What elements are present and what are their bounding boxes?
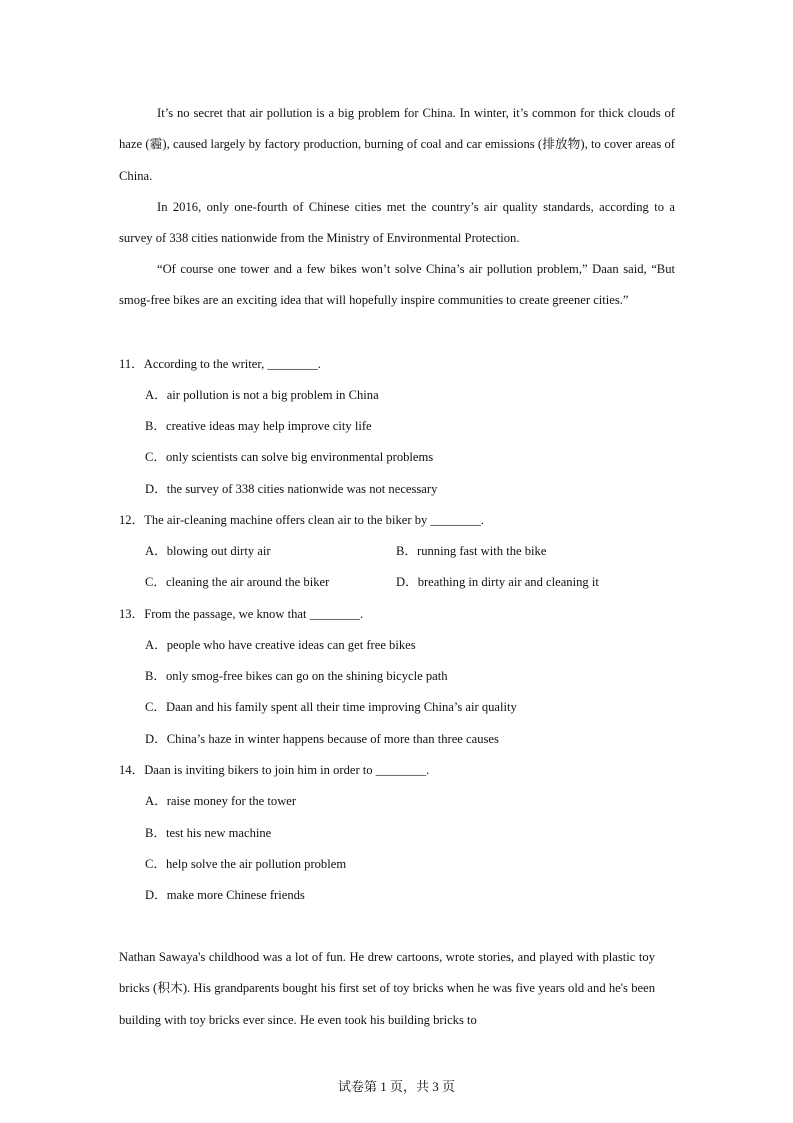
question-11-option-d[interactable]: D．the survey of 338 cities nationwide was not necessary	[145, 482, 438, 496]
passage1-paragraph-3: “Of course one tower and a few bikes won’t solve China’s air pollution problem,” Daan said, “But smog-free bikes are an exciting idea that will hopefully inspire communities to create greener cities.”	[119, 262, 675, 308]
question-12-option-a[interactable]: A．blowing out dirty air	[145, 544, 271, 558]
page-number-footer: 试卷第 1 页，共 3 页	[337, 1079, 455, 1094]
question-12-stem: 12．The air-cleaning machine offers clean air to the biker by ________.	[119, 513, 484, 527]
question-14-option-c[interactable]: C．help solve the air pollution problem	[145, 857, 347, 871]
passage1-paragraph-2: In 2016, only one-fourth of Chinese cities met the country’s air quality standards, according to a survey of 338 cities nationwide from the Ministry of Environmental Protection.	[119, 200, 675, 246]
question-13-option-a[interactable]: A．people who have creative ideas can get free bikes	[145, 638, 416, 652]
passage1-paragraph-1: It’s no secret that air pollution is a big problem for China. In winter, it’s common for thick clouds of haze (霾), caused largely by factory production, burning of coal and car emissions (排放物), to cover areas of China.	[119, 106, 675, 183]
question-12-option-d[interactable]: D．breathing in dirty air and cleaning it	[396, 575, 599, 589]
question-12-option-c[interactable]: C．cleaning the air around the biker	[145, 575, 330, 589]
passage2-paragraph-1: Nathan Sawaya's childhood was a lot of fun. He drew cartoons, wrote stories, and played with plastic toy bricks (积木). His grandparents bought his first set of toy bricks when he was five years old and he's been building with toy bricks ever since. He even took his building bricks to	[119, 950, 655, 1027]
question-14-option-a[interactable]: A．raise money for the tower	[145, 794, 297, 808]
question-13-stem: 13．From the passage, we know that ________.	[119, 607, 364, 621]
question-13-option-b[interactable]: B．only smog-free bikes can go on the shining bicycle path	[145, 669, 448, 683]
question-13-option-c[interactable]: C．Daan and his family spent all their time improving China’s air quality	[145, 700, 517, 714]
question-14-stem: 14．Daan is inviting bikers to join him in order to ________.	[119, 763, 430, 777]
question-14-option-b[interactable]: B．test his new machine	[145, 826, 272, 840]
question-13-option-d[interactable]: D．China’s haze in winter happens because of more than three causes	[145, 732, 499, 746]
question-12-option-b[interactable]: B．running fast with the bike	[396, 544, 547, 558]
question-11-option-b[interactable]: B．creative ideas may help improve city life	[145, 419, 372, 433]
question-11-stem: 11．According to the writer, ________.	[119, 357, 321, 371]
question-14-option-d[interactable]: D．make more Chinese friends	[145, 888, 305, 902]
question-11-option-c[interactable]: C．only scientists can solve big environmental problems	[145, 450, 434, 464]
question-11-option-a[interactable]: A．air pollution is not a big problem in China	[145, 388, 379, 402]
